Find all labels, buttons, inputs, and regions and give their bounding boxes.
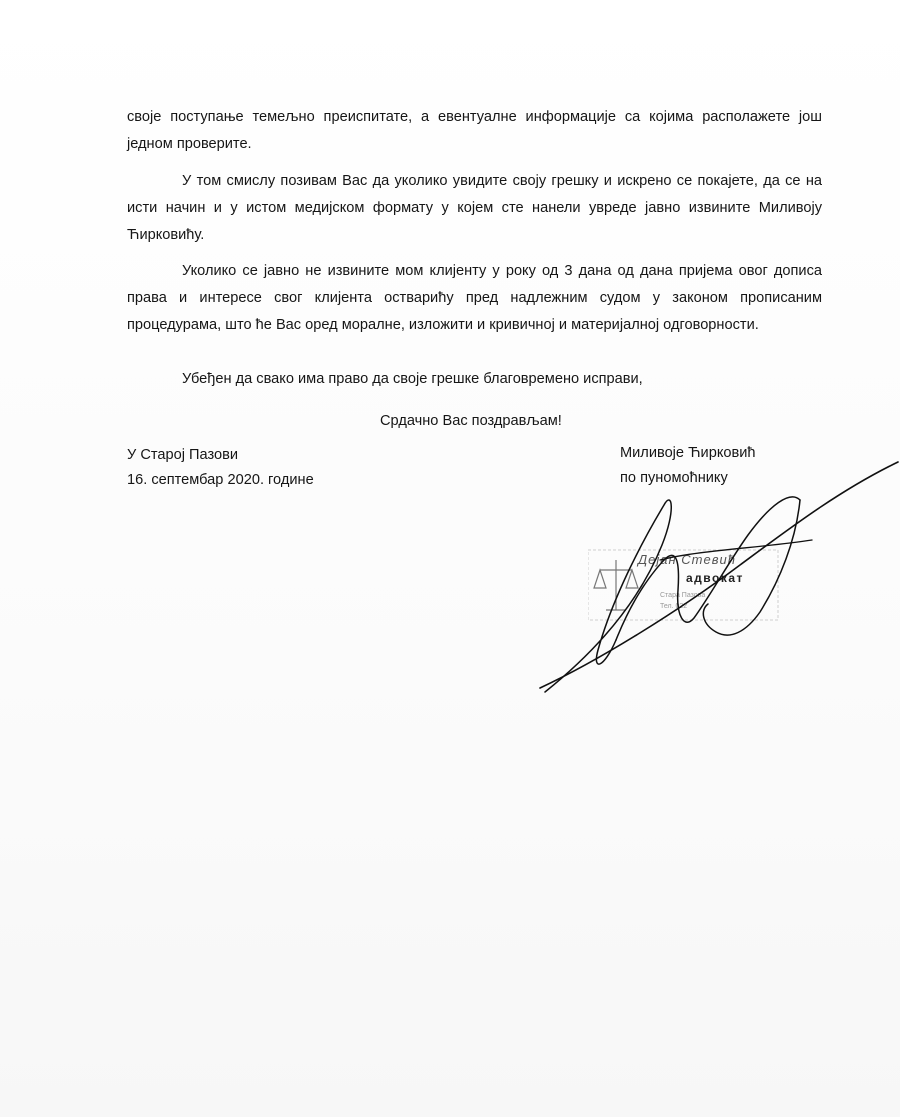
stamp-role: адвокат [686, 571, 744, 585]
signer-block [620, 441, 756, 491]
signer-role: по пуномоћнику [620, 470, 728, 486]
paragraph-3: Уколико се јавно не извините мом клијенту у року од 3 дана од дана пријема овог дописа права и интересе свог клијента остварићу пред надлежним судом у законом прописаним процедурама, што ће Вас оред моралне, изложити и кривичној и материјалној одговорности. [127, 263, 822, 333]
lawyer-stamp [588, 548, 788, 628]
date-line: 16. септембар 2020. године [127, 472, 314, 488]
place-line: У Старој Пазови [127, 447, 239, 463]
paragraph-4: Убеђен да свако има право да своје грешке благовремено исправи, [182, 371, 643, 387]
signer-name: Миливоје Ћирковић [620, 445, 756, 461]
place-date-block [127, 443, 314, 493]
stamp-lawyer-name: Дејан Стевић [638, 552, 736, 567]
scales-of-justice-icon [594, 560, 638, 610]
stamp-phone: Тел. 022 [660, 603, 688, 610]
stamp-address: Стара Пазова [660, 592, 706, 599]
closing-greeting: Срдачно Вас поздрављам! [380, 413, 562, 429]
paragraph-1: своје поступање темељно преиспитате, а евентуалне информације са којима располажете још једном проверите. [127, 109, 822, 152]
paragraph-2: У том смислу позивам Вас да уколико увидите своју грешку и искрено се покајете, да се на исти начин и у истом медијском формату у којем сте нанели увреде јавно извините Миливоју Ћирковићу. [127, 173, 822, 243]
